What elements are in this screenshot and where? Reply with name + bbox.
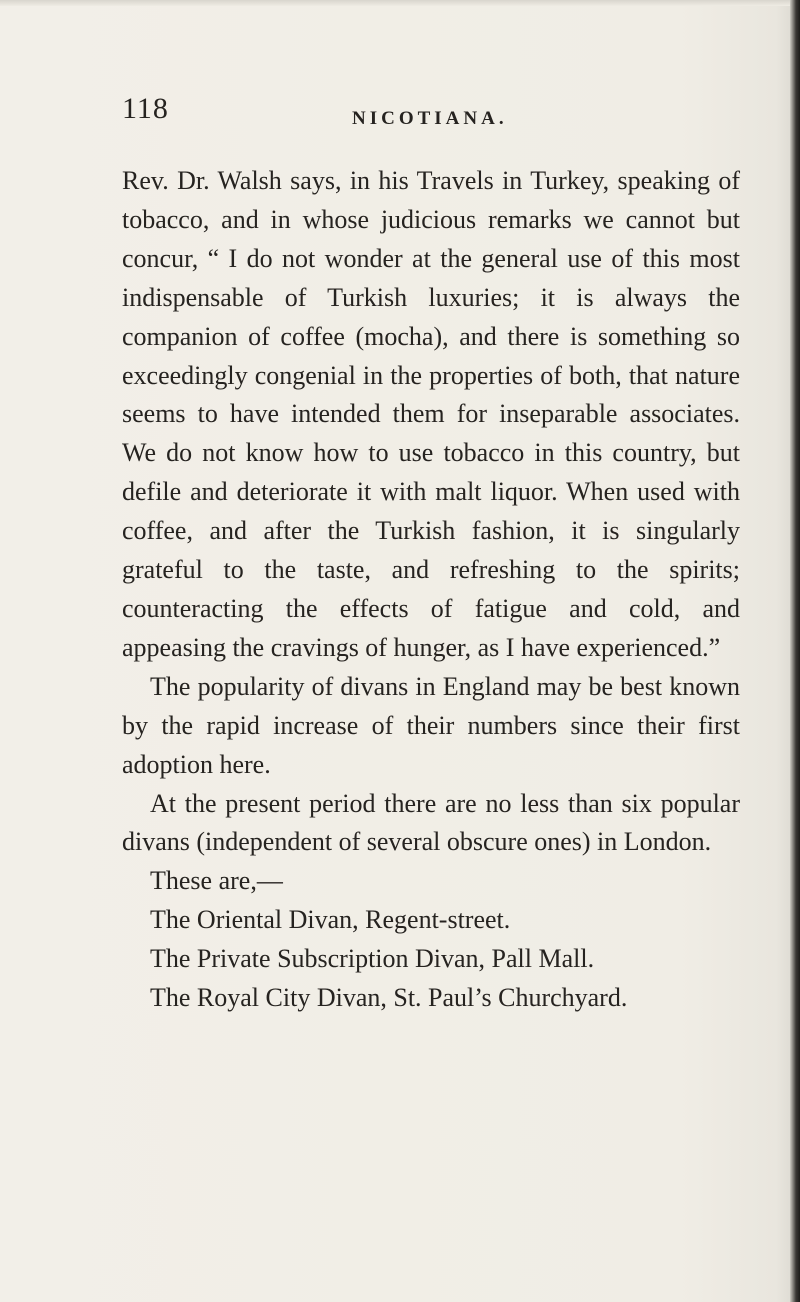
page-number: 118 bbox=[122, 92, 169, 125]
running-head: NICOTIANA. bbox=[352, 108, 508, 129]
paragraph-present-period: At the present period there are no less than six popular divans (independent of several obscure ones) in London. bbox=[122, 788, 740, 857]
body-text bbox=[122, 162, 740, 1018]
paragraph-these-are: These are,— bbox=[150, 866, 283, 896]
list-item-oriental-divan: The Oriental Divan, Regent-street. bbox=[150, 905, 511, 935]
list-item-private-divan: The Private Subscription Divan, Pall Mall. bbox=[150, 944, 595, 974]
paragraph-walsh-quote: Rev. Dr. Walsh says, in his Travels in Turkey, speaking of tobacco, and in whose judicious remarks we cannot but concur, “ I do not wonder at the general use of this most indispensable of Turkish luxuries; it is always the companion of coffee (mocha), and there is something so exceedingly congenial in the properties of both, that nature seems to have intended them for inseparable associates. We do not know how to use tobacco in this country, but defile and deteriorate it with malt liquor. When used with coffee, and after the Turkish fashion, it is singularly grateful to the taste, and refreshing to the spirits; counteracting the effects of fatigue and cold, and appeasing the cravings of hunger, as I have experienced.” bbox=[122, 166, 740, 662]
paragraph-popularity: The popularity of divans in England may be best known by the rapid increase of their numbers since their first adoption here. bbox=[122, 671, 740, 779]
list-item-royal-city-divan: The Royal City Divan, St. Paul’s Churchyard. bbox=[150, 983, 628, 1013]
page-top-edge bbox=[0, 0, 800, 6]
book-gutter-edge bbox=[790, 0, 800, 1302]
